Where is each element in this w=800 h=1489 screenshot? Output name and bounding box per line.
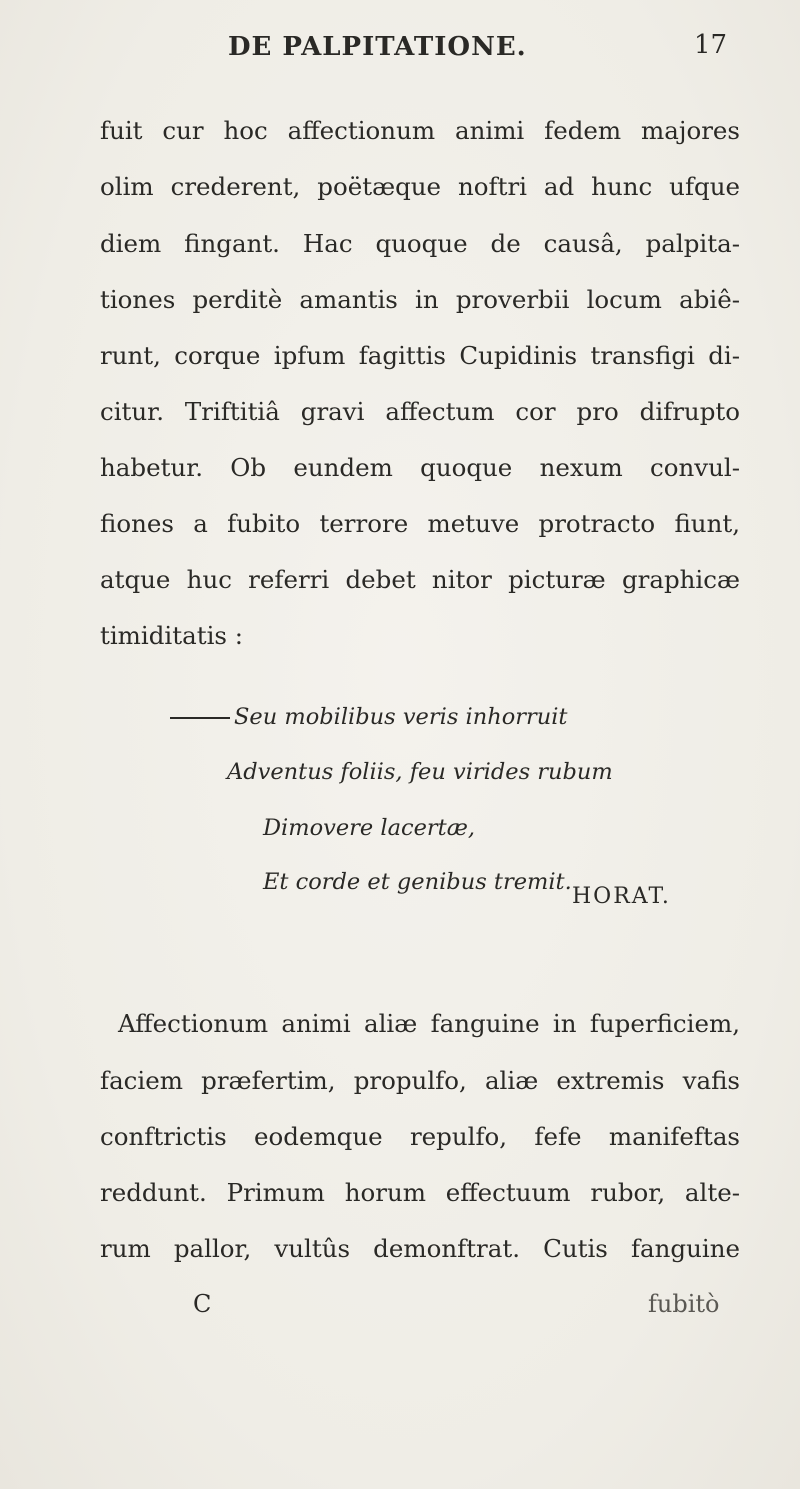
running-head: DE PALPITATIONE. <box>228 32 527 62</box>
text-line: citur. Triftitiâ gravi affectum cor pro difrupto <box>100 397 740 426</box>
verse-text: Seu mobilibus veris inhorruit <box>234 704 568 730</box>
verse-line: Dimovere lacertæ, <box>263 815 475 841</box>
text-line: timiditatis : <box>100 621 244 650</box>
verse-line <box>170 704 567 730</box>
quote-attribution: HORAT. <box>572 884 671 909</box>
text-line: faciem præfertim, propulfo, aliæ extremis vafis <box>100 1066 740 1095</box>
text-line: rum pallor, vultûs demonftrat. Cutis fanguine <box>100 1234 740 1263</box>
verse-line: Et corde et genibus tremit. <box>263 869 572 895</box>
text-line: runt, corque ipfum fagittis Cupidinis transfigi di- <box>100 341 740 370</box>
text-line: atque huc referri debet nitor picturæ graphicæ <box>100 565 740 594</box>
text-line: conftrictis eodemque repulfo, fefe manifeftas <box>100 1122 740 1151</box>
signature-mark: C <box>193 1290 212 1318</box>
text-line: fiones a fubito terrore metuve protracto fiunt, <box>100 509 740 538</box>
em-dash <box>170 717 230 719</box>
page-number: 17 <box>694 30 728 60</box>
text-line: olim crederent, poëtæque noftri ad hunc ufque <box>100 172 740 201</box>
text-line: Affectionum animi aliæ fanguine in fuperficiem, <box>118 1009 740 1038</box>
verse-line: Adventus foliis, feu virides rubum <box>227 759 613 785</box>
text-line: tiones perditè amantis in proverbii locum abiê- <box>100 285 740 314</box>
text-line: diem fingant. Hac quoque de causâ, palpita- <box>100 229 740 258</box>
catchword: fubitò <box>648 1290 720 1318</box>
text-line: reddunt. Primum horum effectuum rubor, alte- <box>100 1178 740 1207</box>
text-line: habetur. Ob eundem quoque nexum convul- <box>100 453 740 482</box>
text-line: fuit cur hoc affectionum animi fedem majores <box>100 116 740 145</box>
